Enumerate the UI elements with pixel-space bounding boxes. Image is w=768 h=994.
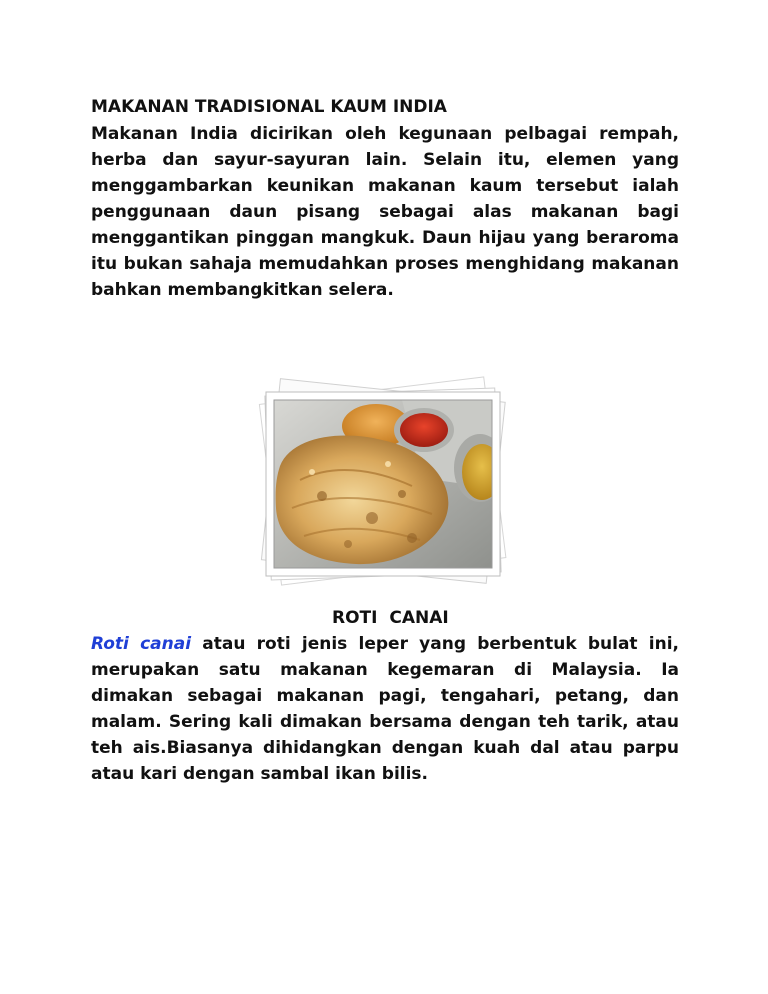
roti-canai-paragraph xyxy=(91,631,679,787)
photo-caption: ROTI CANAI xyxy=(332,608,449,628)
roti-canai-term: Roti canai xyxy=(91,634,192,654)
section-heading: MAKANAN TRADISIONAL KAUM INDIA xyxy=(91,97,447,117)
intro-paragraph: Makanan India dicirikan oleh kegunaan pelbagai rempah, herba dan sayur-sayuran lain. Selain itu, elemen yang menggambarkan keunikan makanan kaum tersebut ialah penggunaan daun pisang sebagai alas makanan bagi menggantikan pinggan mangkuk. Daun hijau yang beraroma itu bukan sahaja memudahkan proses menghidang makanan bahkan membangkitkan selera. xyxy=(91,124,679,300)
roti-canai-body: atau roti jenis leper yang berbentuk bulat ini, merupakan satu makanan kegemaran di Malaysia. Ia dimakan sebagai makanan pagi, tengahari, petang, dan malam. Sering kali dimakan bersama dengan teh tarik, atau teh ais.Biasanya dihidangkan dengan kuah dal atau parpu atau kari dengan sambal ikan bilis. xyxy=(91,634,679,784)
roti-canai-photo xyxy=(252,368,514,600)
